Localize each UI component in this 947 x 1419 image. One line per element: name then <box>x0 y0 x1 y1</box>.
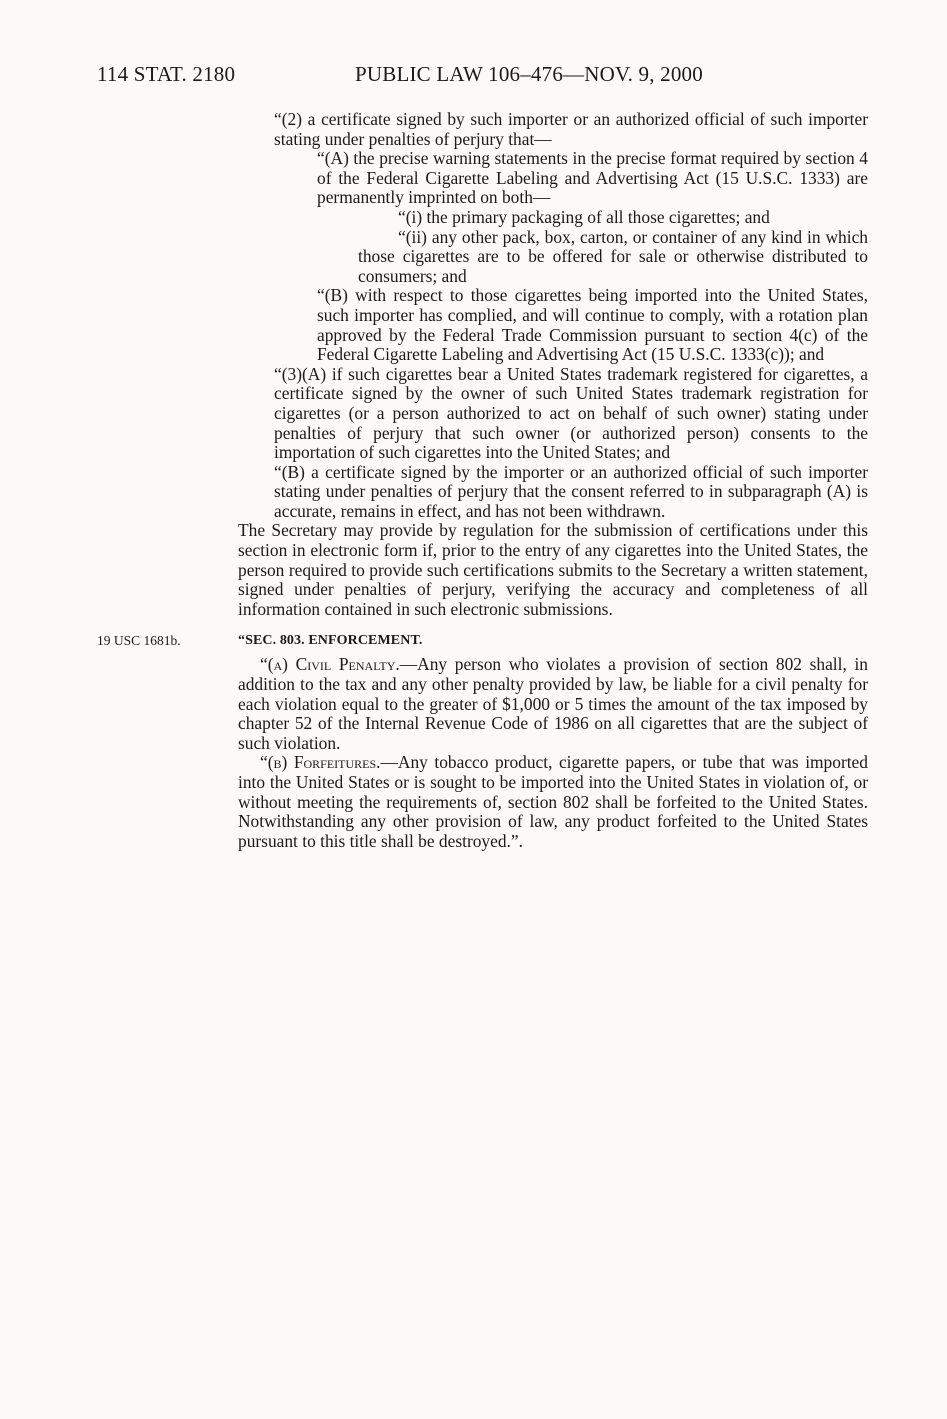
statute-page-number: 114 STAT. 2180 <box>97 62 236 86</box>
section-803-heading-row <box>97 629 868 649</box>
margin-citation: 19 USC 1681b. <box>97 633 181 649</box>
paragraph-3b: “(B) a certificate signed by the importer or an authorized official of such importer stating under penalties of perjury that the consent referred to in subparagraph (A) is accurate, remains in effect, and has not been withdrawn. <box>274 461 868 521</box>
civil-penalty-paragraph <box>238 655 868 753</box>
forfeitures-text: —Any tobacco product, cigarette papers, or tube that was imported into the United States or is sought to be imported into the United States in violation of, or without meeting the requirements of, section 802 shall be forfeited to the United States. Notwithstanding any other provision of law, any product forfeited to the United States pursuant to this title shall be destroyed.”. <box>238 752 868 851</box>
page-header <box>97 62 857 92</box>
subparagraph-a: “(A) the precise warning statements in the precise format required by section 4 of the Federal Cigarette Labeling and Advertising Act (15 U.S.C. 1333) are permanently imprinted on both— <box>317 148 868 208</box>
document-body <box>97 109 868 851</box>
civil-penalty-label: “(a) Civil Penalty. <box>260 654 400 675</box>
clause-i: “(i) the primary packaging of all those cigarettes; and <box>398 206 770 227</box>
section-heading: “SEC. 803. ENFORCEMENT. <box>238 633 423 649</box>
paragraph-3a: “(3)(A) if such cigarettes bear a United States trademark registered for cigarettes, a certificate signed by the owner of such United States trademark registration for cigarettes (or a person authorized to act on behalf of such owner) stating under penalties of perjury that such owner (or authorized person) consents to the importation of such cigarettes into the United States; and <box>274 363 868 463</box>
secretary-paragraph: The Secretary may provide by regulation for the submission of certifications under this section in electronic form if, prior to the entry of any cigarettes into the United States, the person required to provide such certifications submits to the Secretary a written statement, signed under penalties of perjury, verifying the accuracy and completeness of all information contained in such electronic submissions. <box>238 520 868 619</box>
subparagraph-b: “(B) with respect to those cigarettes being imported into the United States, such importer has complied, and will continue to comply, with a rotation plan approved by the Federal Trade Commission pursuant to section 4(c) of the Federal Cigarette Labeling and Advertising Act (15 U.S.C. 1333(c)); and <box>317 285 868 365</box>
forfeitures-label: “(b) Forfeitures. <box>260 752 381 773</box>
clause-ii: “(ii) any other pack, box, carton, or container of any kind in which those cigarettes are to be offered for sale or otherwise distributed to consumers; and <box>358 226 868 286</box>
forfeitures-paragraph <box>238 753 868 851</box>
public-law-title: PUBLIC LAW 106–476—NOV. 9, 2000 <box>355 62 703 86</box>
paragraph-2: “(2) a certificate signed by such importer or an authorized official of such importer stating under penalties of perjury that— <box>274 109 868 149</box>
civil-penalty-text: —Any person who violates a provision of section 802 shall, in addition to the tax and any other penalty provided by law, be liable for a civil penalty for each violation equal to the greater of $1,000 or 5 times the amount of the tax imposed by chapter 52 of the Internal Revenue Code of 1986 on all cigarettes that are the subject of such violation. <box>238 654 868 753</box>
